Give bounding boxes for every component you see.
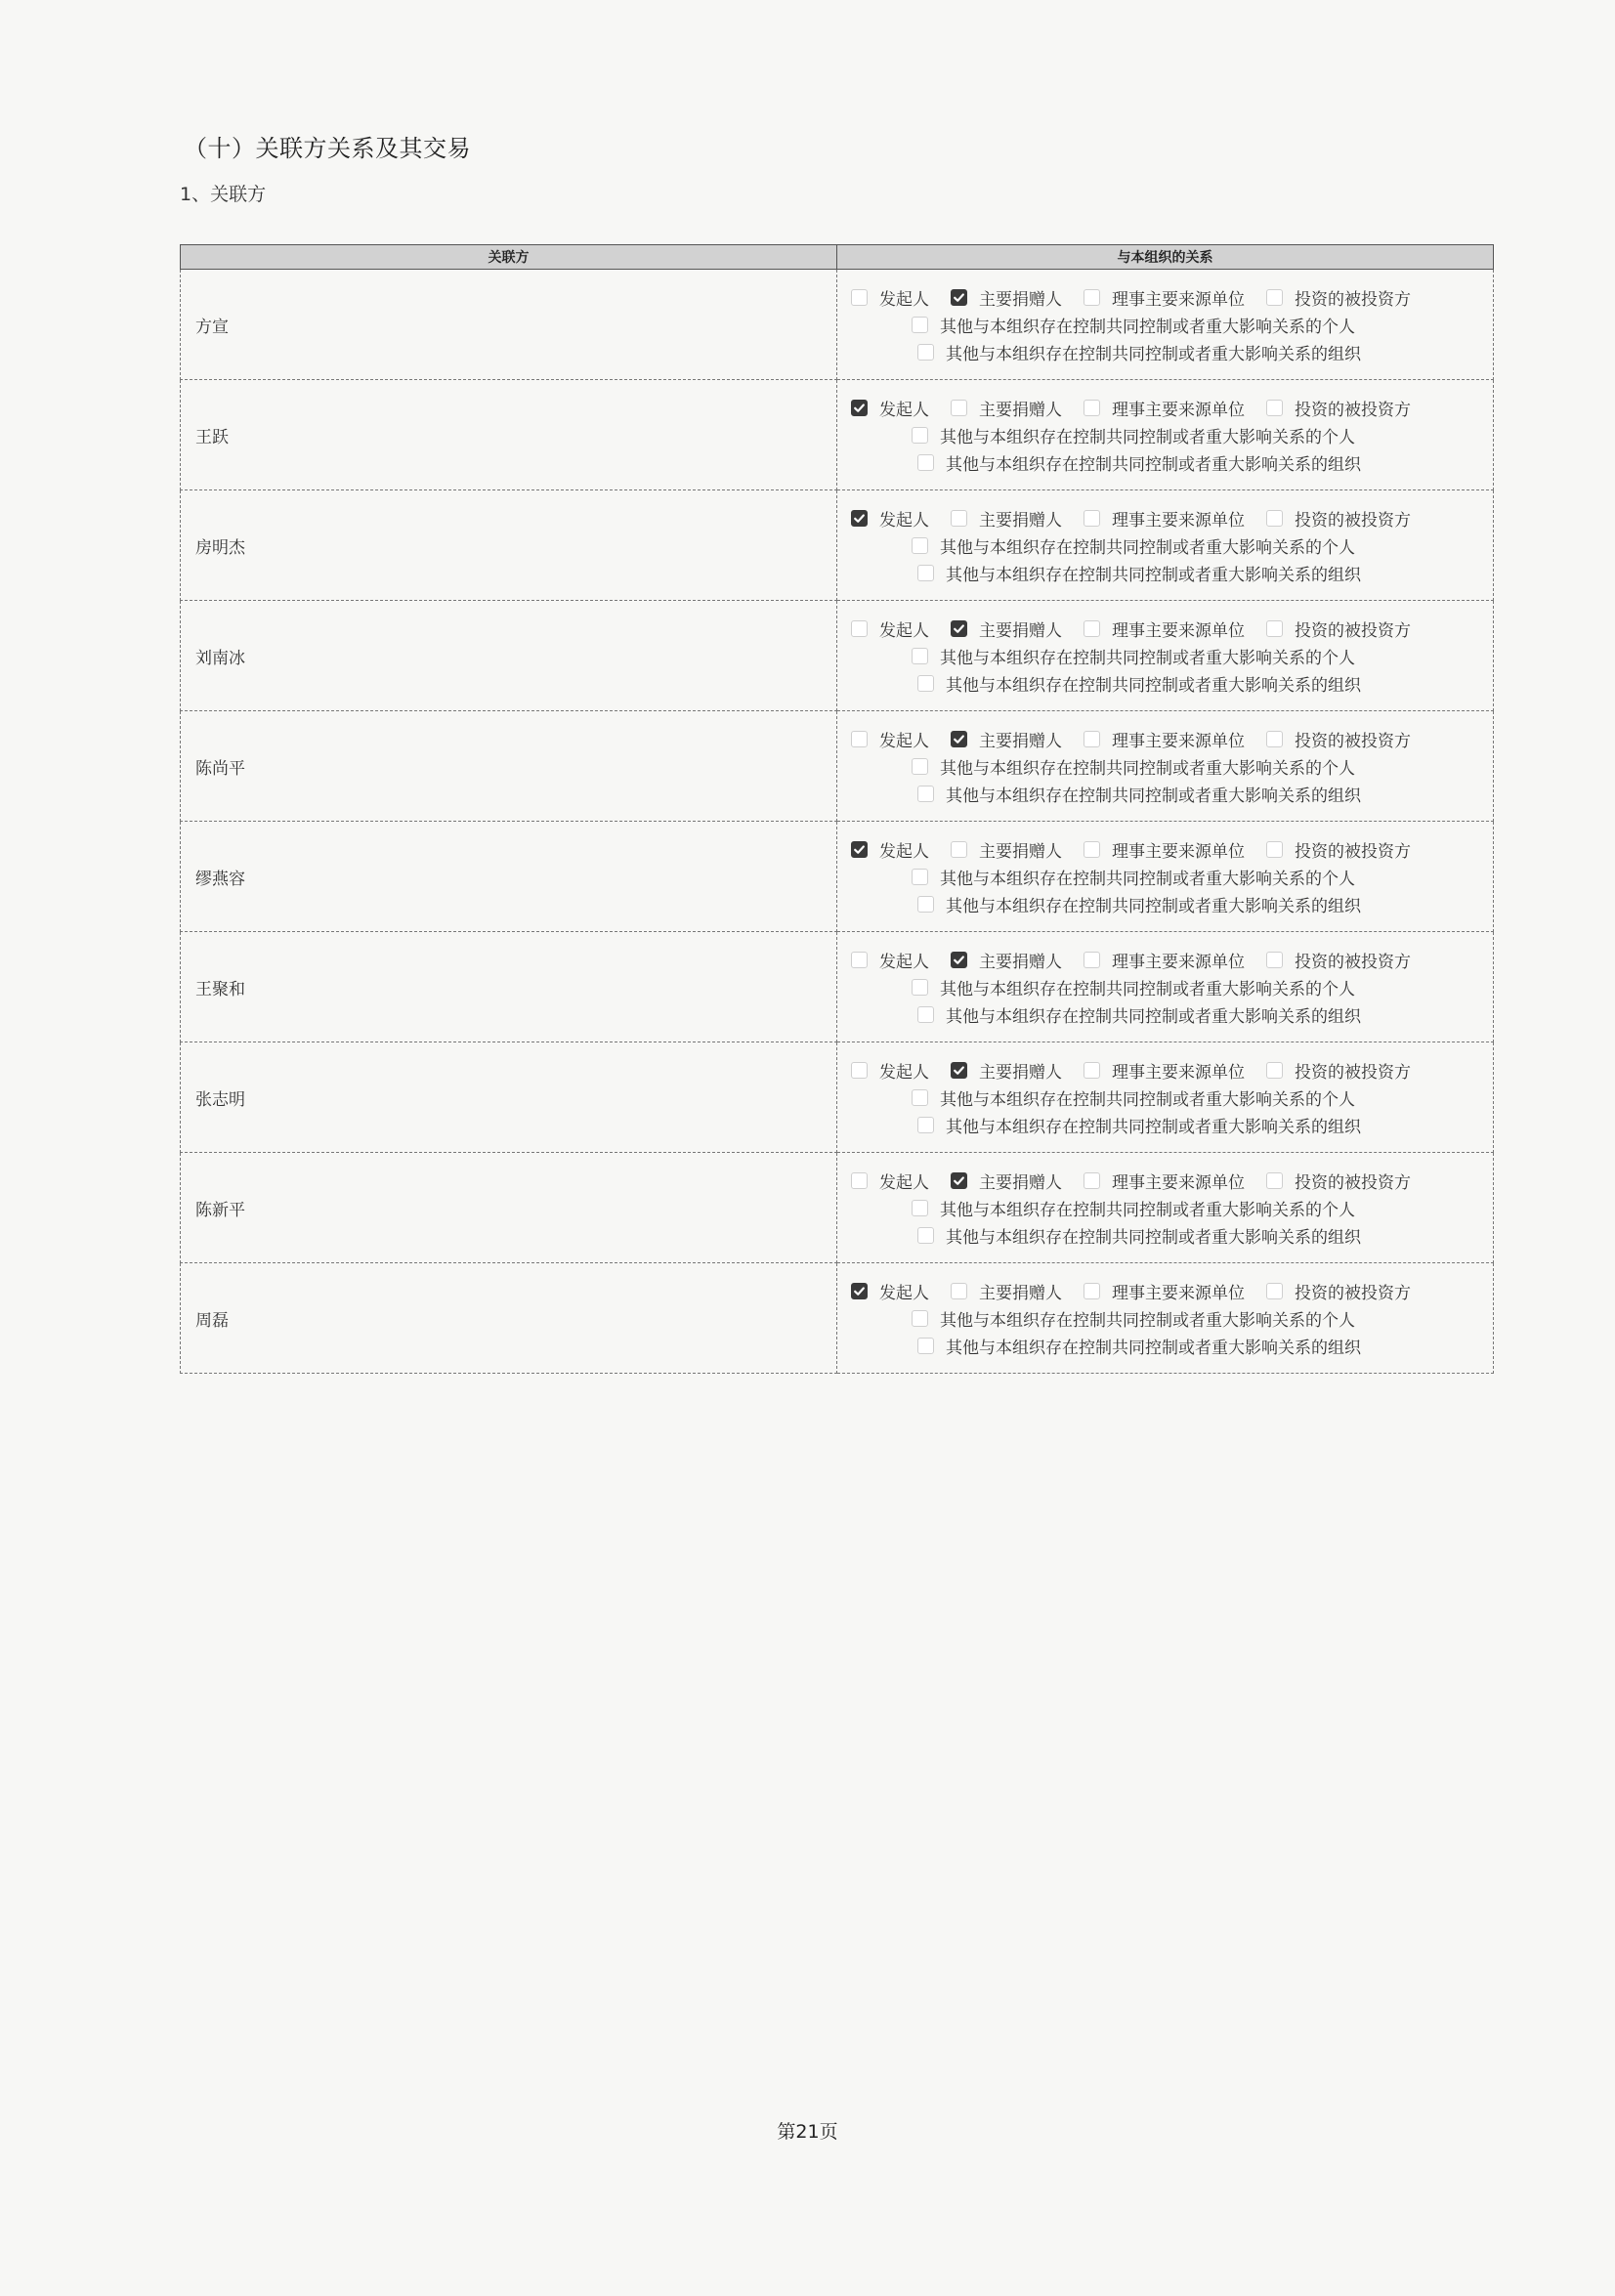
option-investee [1266, 1058, 1411, 1083]
table-row [181, 380, 1494, 490]
checkbox-funding-unit[interactable] [1084, 731, 1100, 747]
option-label: 投资的被投资方 [1295, 400, 1411, 420]
checkbox-other-person[interactable] [912, 537, 928, 554]
option-label: 投资的被投资方 [1295, 1062, 1411, 1083]
table-row [181, 711, 1494, 822]
checkbox-other-org[interactable] [917, 1117, 934, 1133]
option-label: 主要捐赠人 [979, 289, 1062, 310]
relationship-line-1 [851, 615, 1493, 642]
table-body [181, 270, 1494, 1374]
checkbox-other-org[interactable] [917, 896, 934, 913]
table-row [181, 1153, 1494, 1263]
option-funding-unit [1084, 506, 1245, 531]
checkbox-funding-unit[interactable] [1084, 510, 1100, 527]
checkbox-founder[interactable] [851, 400, 868, 416]
option-funding-unit [1084, 837, 1245, 862]
checkbox-other-org[interactable] [917, 344, 934, 361]
relationship-line-3 [851, 780, 1493, 807]
relationship-cell [837, 1153, 1494, 1263]
related-party-table [180, 244, 1494, 1374]
option-label: 其他与本组织存在控制共同控制或者重大影响关系的个人 [940, 537, 1355, 558]
option-other-person [912, 1306, 1355, 1331]
related-party-name: 陈新平 [181, 1153, 837, 1263]
option-label: 发起人 [879, 1062, 929, 1083]
option-funding-unit [1084, 948, 1245, 972]
checkbox-other-person[interactable] [912, 1200, 928, 1216]
option-major-donor [951, 396, 1062, 420]
checkbox-funding-unit[interactable] [1084, 1062, 1100, 1079]
option-label: 主要捐赠人 [979, 1283, 1062, 1303]
option-founder [851, 617, 929, 641]
option-label: 其他与本组织存在控制共同控制或者重大影响关系的组织 [946, 896, 1361, 916]
option-founder [851, 396, 929, 420]
option-funding-unit [1084, 1169, 1245, 1193]
relationship-line-2 [851, 1084, 1493, 1111]
checkbox-other-person[interactable] [912, 979, 928, 996]
option-other-person [912, 975, 1355, 999]
relationship-line-1 [851, 394, 1493, 421]
option-label: 理事主要来源单位 [1112, 400, 1245, 420]
checkbox-investee[interactable] [1266, 1172, 1283, 1189]
checkbox-investee[interactable] [1266, 289, 1283, 306]
relationship-cell [837, 1263, 1494, 1374]
option-major-donor [951, 837, 1062, 862]
checkbox-investee[interactable] [1266, 510, 1283, 527]
option-other-person [912, 423, 1355, 447]
option-founder [851, 285, 929, 310]
option-investee [1266, 285, 1411, 310]
checkbox-other-person[interactable] [912, 317, 928, 333]
relationship-line-1 [851, 1277, 1493, 1304]
option-investee [1266, 727, 1411, 751]
option-label: 理事主要来源单位 [1112, 731, 1245, 751]
relationship-line-2 [851, 863, 1493, 890]
option-major-donor [951, 1279, 1062, 1303]
option-funding-unit [1084, 727, 1245, 751]
option-label: 理事主要来源单位 [1112, 841, 1245, 862]
relationship-cell [837, 932, 1494, 1042]
checkbox-founder[interactable] [851, 952, 868, 968]
option-label: 其他与本组织存在控制共同控制或者重大影响关系的组织 [946, 565, 1361, 585]
table-row [181, 932, 1494, 1042]
checkbox-funding-unit[interactable] [1084, 400, 1100, 416]
relationship-line-3 [851, 669, 1493, 697]
option-investee [1266, 948, 1411, 972]
option-label: 其他与本组织存在控制共同控制或者重大影响关系的个人 [940, 317, 1355, 337]
option-label: 理事主要来源单位 [1112, 289, 1245, 310]
option-label: 投资的被投资方 [1295, 510, 1411, 531]
section-title: （十）关联方关系及其交易 [184, 135, 471, 162]
checkbox-founder[interactable] [851, 1283, 868, 1299]
relationship-line-2 [851, 421, 1493, 448]
checkbox-investee[interactable] [1266, 952, 1283, 968]
option-other-org [917, 561, 1361, 585]
checkbox-investee[interactable] [1266, 731, 1283, 747]
option-label: 理事主要来源单位 [1112, 1062, 1245, 1083]
option-major-donor [951, 285, 1062, 310]
checkbox-major-donor[interactable] [951, 510, 967, 527]
header-related-party: 关联方 [181, 245, 837, 270]
checkbox-founder[interactable] [851, 731, 868, 747]
table-row [181, 601, 1494, 711]
option-label: 发起人 [879, 1172, 929, 1193]
checkbox-other-org[interactable] [917, 675, 934, 692]
checkbox-other-org[interactable] [917, 565, 934, 581]
checkbox-major-donor[interactable] [951, 952, 967, 968]
option-major-donor [951, 617, 1062, 641]
option-founder [851, 727, 929, 751]
option-founder [851, 948, 929, 972]
relationship-line-3 [851, 1111, 1493, 1138]
option-label: 其他与本组织存在控制共同控制或者重大影响关系的个人 [940, 427, 1355, 447]
related-party-name: 方宣 [181, 270, 837, 380]
checkbox-other-person[interactable] [912, 1089, 928, 1106]
checkbox-other-person[interactable] [912, 648, 928, 664]
option-founder [851, 1279, 929, 1303]
option-label: 理事主要来源单位 [1112, 1283, 1245, 1303]
relationship-line-3 [851, 1332, 1493, 1359]
option-label: 投资的被投资方 [1295, 841, 1411, 862]
relationship-line-2 [851, 311, 1493, 338]
option-label: 发起人 [879, 400, 929, 420]
option-investee [1266, 396, 1411, 420]
related-party-name: 房明杰 [181, 490, 837, 601]
option-label: 投资的被投资方 [1295, 620, 1411, 641]
relationship-line-1 [851, 1056, 1493, 1084]
option-label: 主要捐赠人 [979, 841, 1062, 862]
relationship-line-1 [851, 283, 1493, 311]
related-party-name: 张志明 [181, 1042, 837, 1153]
checkbox-major-donor[interactable] [951, 1172, 967, 1189]
checkbox-founder[interactable] [851, 620, 868, 637]
checkbox-other-person[interactable] [912, 1310, 928, 1327]
related-party-name: 周磊 [181, 1263, 837, 1374]
sub-title: 1、关联方 [180, 184, 267, 205]
checkbox-funding-unit[interactable] [1084, 1283, 1100, 1299]
checkbox-other-org[interactable] [917, 454, 934, 471]
option-label: 其他与本组织存在控制共同控制或者重大影响关系的组织 [946, 1006, 1361, 1027]
option-other-org [917, 671, 1361, 696]
option-major-donor [951, 1058, 1062, 1083]
relationship-cell [837, 270, 1494, 380]
option-label: 发起人 [879, 620, 929, 641]
option-label: 其他与本组织存在控制共同控制或者重大影响关系的组织 [946, 454, 1361, 475]
option-label: 理事主要来源单位 [1112, 1172, 1245, 1193]
option-label: 其他与本组织存在控制共同控制或者重大影响关系的组织 [946, 1117, 1361, 1137]
option-label: 其他与本组织存在控制共同控制或者重大影响关系的组织 [946, 675, 1361, 696]
relationship-line-1 [851, 725, 1493, 752]
checkbox-funding-unit[interactable] [1084, 620, 1100, 637]
checkbox-other-person[interactable] [912, 869, 928, 885]
relationship-cell [837, 1042, 1494, 1153]
checkbox-investee[interactable] [1266, 400, 1283, 416]
option-label: 投资的被投资方 [1295, 952, 1411, 972]
checkbox-other-person[interactable] [912, 758, 928, 775]
option-label: 其他与本组织存在控制共同控制或者重大影响关系的组织 [946, 344, 1361, 364]
option-label: 发起人 [879, 289, 929, 310]
option-other-org [917, 1223, 1361, 1248]
option-other-org [917, 1334, 1361, 1358]
option-other-person [912, 313, 1355, 337]
relationship-line-1 [851, 504, 1493, 531]
option-label: 其他与本组织存在控制共同控制或者重大影响关系的组织 [946, 1227, 1361, 1248]
option-label: 发起人 [879, 510, 929, 531]
checkbox-founder[interactable] [851, 510, 868, 527]
checkbox-major-donor[interactable] [951, 289, 967, 306]
table-row [181, 490, 1494, 601]
option-label: 其他与本组织存在控制共同控制或者重大影响关系的组织 [946, 1338, 1361, 1358]
option-label: 其他与本组织存在控制共同控制或者重大影响关系的个人 [940, 1089, 1355, 1110]
checkbox-funding-unit[interactable] [1084, 1172, 1100, 1189]
option-label: 投资的被投资方 [1295, 289, 1411, 310]
option-other-org [917, 340, 1361, 364]
checkbox-other-org[interactable] [917, 1006, 934, 1023]
checkbox-major-donor[interactable] [951, 400, 967, 416]
relationship-line-2 [851, 1304, 1493, 1332]
checkbox-founder[interactable] [851, 289, 868, 306]
option-label: 投资的被投资方 [1295, 1283, 1411, 1303]
relationship-line-1 [851, 1167, 1493, 1194]
option-label: 其他与本组织存在控制共同控制或者重大影响关系的个人 [940, 869, 1355, 889]
relationship-cell [837, 380, 1494, 490]
relationship-line-2 [851, 752, 1493, 780]
relationship-cell [837, 490, 1494, 601]
relationship-line-3 [851, 559, 1493, 586]
relationship-cell [837, 822, 1494, 932]
option-founder [851, 1058, 929, 1083]
relationship-cell [837, 711, 1494, 822]
option-label: 主要捐赠人 [979, 510, 1062, 531]
checkbox-major-donor[interactable] [951, 620, 967, 637]
option-other-org [917, 1113, 1361, 1137]
relationship-line-1 [851, 946, 1493, 973]
option-other-person [912, 533, 1355, 558]
option-label: 其他与本组织存在控制共同控制或者重大影响关系的个人 [940, 758, 1355, 779]
option-funding-unit [1084, 617, 1245, 641]
option-other-org [917, 782, 1361, 806]
checkbox-investee[interactable] [1266, 1062, 1283, 1079]
relationship-cell [837, 601, 1494, 711]
option-investee [1266, 617, 1411, 641]
option-funding-unit [1084, 285, 1245, 310]
related-party-name: 王聚和 [181, 932, 837, 1042]
option-label: 发起人 [879, 841, 929, 862]
related-party-name: 王跃 [181, 380, 837, 490]
checkbox-other-org[interactable] [917, 786, 934, 802]
relationship-line-2 [851, 973, 1493, 1000]
option-label: 发起人 [879, 731, 929, 751]
option-other-person [912, 865, 1355, 889]
option-label: 其他与本组织存在控制共同控制或者重大影响关系的个人 [940, 648, 1355, 668]
option-other-person [912, 644, 1355, 668]
option-label: 投资的被投资方 [1295, 1172, 1411, 1193]
related-party-name: 刘南冰 [181, 601, 837, 711]
table-row [181, 1042, 1494, 1153]
option-label: 理事主要来源单位 [1112, 620, 1245, 641]
option-founder [851, 506, 929, 531]
relationship-line-3 [851, 338, 1493, 365]
option-other-person [912, 1085, 1355, 1110]
checkbox-major-donor[interactable] [951, 1062, 967, 1079]
option-investee [1266, 837, 1411, 862]
option-investee [1266, 1279, 1411, 1303]
checkbox-major-donor[interactable] [951, 841, 967, 858]
option-other-org [917, 1002, 1361, 1027]
checkbox-funding-unit[interactable] [1084, 841, 1100, 858]
relationship-line-3 [851, 1221, 1493, 1249]
option-founder [851, 1169, 929, 1193]
table-header-row [181, 245, 1494, 270]
option-other-org [917, 892, 1361, 916]
option-major-donor [951, 506, 1062, 531]
related-party-name: 缪燕容 [181, 822, 837, 932]
checkbox-major-donor[interactable] [951, 731, 967, 747]
option-major-donor [951, 1169, 1062, 1193]
table-row [181, 270, 1494, 380]
table-row [181, 822, 1494, 932]
option-funding-unit [1084, 396, 1245, 420]
relationship-line-3 [851, 448, 1493, 476]
option-label: 其他与本组织存在控制共同控制或者重大影响关系的个人 [940, 1310, 1355, 1331]
option-label: 主要捐赠人 [979, 952, 1062, 972]
option-label: 其他与本组织存在控制共同控制或者重大影响关系的个人 [940, 979, 1355, 999]
relationship-line-3 [851, 890, 1493, 917]
option-major-donor [951, 727, 1062, 751]
checkbox-funding-unit[interactable] [1084, 952, 1100, 968]
checkbox-founder[interactable] [851, 841, 868, 858]
option-label: 主要捐赠人 [979, 1172, 1062, 1193]
option-label: 投资的被投资方 [1295, 731, 1411, 751]
option-label: 理事主要来源单位 [1112, 510, 1245, 531]
checkbox-funding-unit[interactable] [1084, 289, 1100, 306]
checkbox-major-donor[interactable] [951, 1283, 967, 1299]
option-funding-unit [1084, 1058, 1245, 1083]
option-label: 发起人 [879, 1283, 929, 1303]
checkbox-investee[interactable] [1266, 620, 1283, 637]
checkbox-other-person[interactable] [912, 427, 928, 444]
option-other-person [912, 754, 1355, 779]
relationship-line-3 [851, 1000, 1493, 1028]
checkbox-investee[interactable] [1266, 841, 1283, 858]
option-label: 主要捐赠人 [979, 731, 1062, 751]
option-other-person [912, 1196, 1355, 1220]
option-label: 其他与本组织存在控制共同控制或者重大影响关系的组织 [946, 786, 1361, 806]
related-party-name: 陈尚平 [181, 711, 837, 822]
option-label: 发起人 [879, 952, 929, 972]
table-row [181, 1263, 1494, 1374]
checkbox-founder[interactable] [851, 1172, 868, 1189]
page-number: 第21页 [777, 2121, 838, 2143]
checkbox-other-org[interactable] [917, 1338, 934, 1354]
option-label: 主要捐赠人 [979, 1062, 1062, 1083]
option-investee [1266, 506, 1411, 531]
checkbox-founder[interactable] [851, 1062, 868, 1079]
checkbox-other-org[interactable] [917, 1227, 934, 1244]
option-investee [1266, 1169, 1411, 1193]
header-relationship: 与本组织的关系 [837, 245, 1494, 270]
option-label: 主要捐赠人 [979, 400, 1062, 420]
relationship-line-1 [851, 835, 1493, 863]
option-major-donor [951, 948, 1062, 972]
option-label: 理事主要来源单位 [1112, 952, 1245, 972]
option-founder [851, 837, 929, 862]
option-other-org [917, 450, 1361, 475]
relationship-line-2 [851, 531, 1493, 559]
relationship-line-2 [851, 1194, 1493, 1221]
relationship-line-2 [851, 642, 1493, 669]
option-label: 主要捐赠人 [979, 620, 1062, 641]
option-label: 其他与本组织存在控制共同控制或者重大影响关系的个人 [940, 1200, 1355, 1220]
option-funding-unit [1084, 1279, 1245, 1303]
checkbox-investee[interactable] [1266, 1283, 1283, 1299]
